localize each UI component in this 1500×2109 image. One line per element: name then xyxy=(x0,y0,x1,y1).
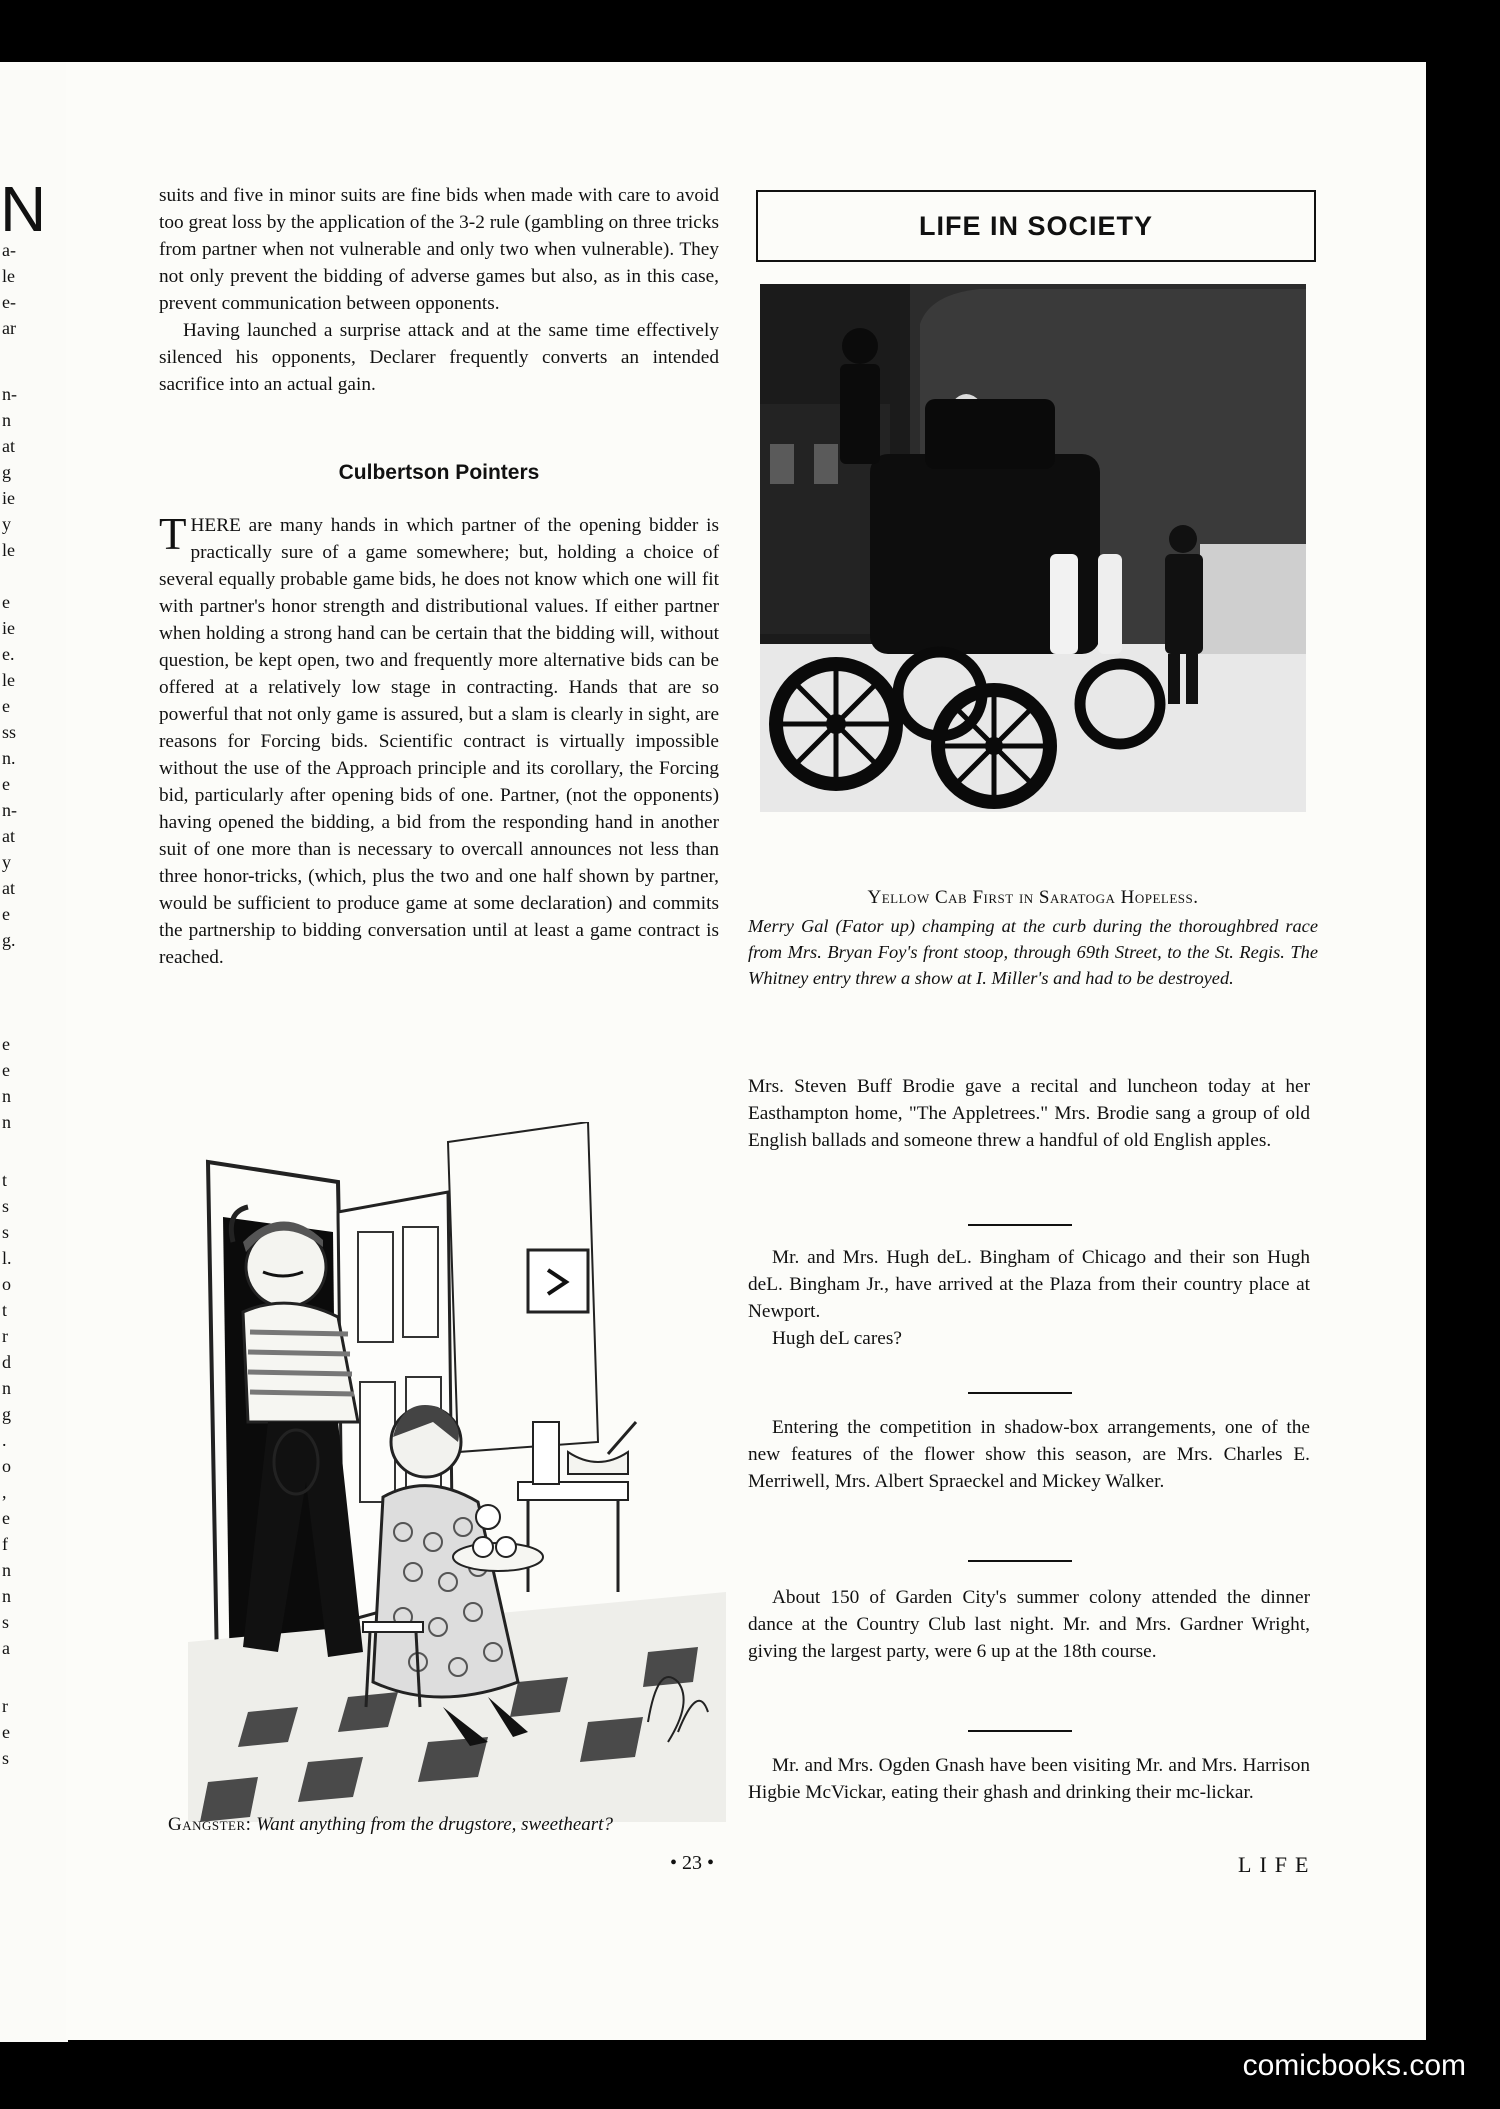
society-item-text: Mr. and Mrs. Hugh deL. Bingham of Chicago and their son Hugh deL. Bingham Jr., have arrived at the Plaza from their country place at Newport. xyxy=(748,1247,1310,1322)
society-title: LIFE IN SOCIETY xyxy=(756,190,1316,262)
left-fragment: t xyxy=(2,1170,8,1190)
separator-rule xyxy=(968,1730,1072,1732)
left-fragment: le xyxy=(2,266,15,286)
left-fragment: g xyxy=(2,1404,11,1424)
left-fragment: e xyxy=(2,696,10,716)
society-item-text: Mrs. Steven Buff Brodie gave a recital and luncheon today at her Easthampton home, "The Appletrees." Mrs. Brodie sang a group of old English ballads and someone threw a handful of old English apples. xyxy=(748,1076,1310,1151)
separator-rule xyxy=(968,1560,1072,1562)
left-fragment: t xyxy=(2,1300,8,1320)
left-fragment: e xyxy=(2,1034,10,1054)
left-fragment: at xyxy=(2,878,15,898)
cab-photo xyxy=(760,284,1306,812)
cartoon-caption xyxy=(168,1814,748,1836)
left-page-edge xyxy=(0,62,68,2042)
left-fragment: r xyxy=(2,1696,8,1716)
society-item-garden-city xyxy=(748,1584,1310,1665)
left-fragment: e xyxy=(2,592,10,612)
left-fragment: n. xyxy=(2,748,16,768)
left-fragment: e xyxy=(2,1060,10,1080)
left-fragment: at xyxy=(2,826,15,846)
left-fragment: s xyxy=(2,1748,10,1768)
society-item-gnash xyxy=(748,1752,1310,1806)
left-fragment: y xyxy=(2,852,11,872)
left-fragment: e xyxy=(2,1508,10,1528)
left-fragment: f xyxy=(2,1534,8,1554)
society-item-quip: Hugh deL cares? xyxy=(772,1328,902,1349)
separator-rule xyxy=(968,1392,1072,1394)
left-fragment: g. xyxy=(2,930,16,950)
bridge-column-intro xyxy=(159,182,719,398)
drop-cap: T xyxy=(159,509,187,559)
left-fragment: a- xyxy=(2,240,16,260)
left-fragment: ie xyxy=(2,488,15,508)
bridge-column-pointers xyxy=(159,509,719,971)
cab-photo-illustration xyxy=(760,284,1306,812)
left-fragment: n xyxy=(2,410,11,430)
left-fragment: n xyxy=(2,1560,11,1580)
photo-caption-body: Merry Gal (Fator up) champing at the curb during the thoroughbred race from Mrs. Bryan Foy's front stoop, through 69th Street, to the St. Regis. The Whitney entry threw a show at I. Miller's and had to be destroyed. xyxy=(748,916,1318,988)
cartoon-speaker: Gangster: xyxy=(168,1814,252,1835)
left-fragment: l. xyxy=(2,1248,12,1268)
section-heading: Culbertson Pointers xyxy=(338,461,540,484)
left-fragment: ar xyxy=(2,318,16,338)
left-fragment: o xyxy=(2,1456,11,1476)
society-item-text: Mr. and Mrs. Ogden Gnash have been visiting Mr. and Mrs. Harrison Higbie McVickar, eating their ghash and drinking their mc-lickar. xyxy=(748,1755,1310,1803)
left-fragment: g xyxy=(2,462,11,482)
society-item-shadow-box xyxy=(748,1414,1310,1495)
left-fragment: s xyxy=(2,1196,10,1216)
left-fragment: at xyxy=(2,436,15,456)
left-fragment: n xyxy=(2,1112,11,1132)
magazine-name: LIFE xyxy=(1238,1852,1317,1877)
left-fragment: n- xyxy=(2,384,17,404)
left-fragment: e xyxy=(2,774,10,794)
society-item-text: Entering the competition in shadow-box arrangements, one of the new features of the flower show this season, are Mrs. Charles E. Merriwell, Mrs. Albert Spraeckel and Mickey Walker. xyxy=(748,1417,1310,1492)
cartoon-line: Want anything from the drugstore, sweetheart? xyxy=(256,1814,613,1835)
left-fragment: e xyxy=(2,904,10,924)
left-fragment: r xyxy=(2,1326,8,1346)
left-fragment: ss xyxy=(2,722,17,742)
left-fragment: le xyxy=(2,540,15,560)
left-fragment: o xyxy=(2,1274,11,1294)
society-item-text: About 150 of Garden City's summer colony attended the dinner dance at the Country Club last night. Mr. and Mrs. Gardner Wright, giving the largest party, were 6 up at the 18th course. xyxy=(748,1587,1310,1662)
bridge-paragraph-2: Having launched a surprise attack and at the same time effectively silenced his opponents, Declarer frequently converts an intended sacrifice into an actual gain. xyxy=(159,320,719,395)
left-page-letter: N xyxy=(0,173,47,245)
left-fragment: d xyxy=(2,1352,11,1372)
society-item-brodie xyxy=(748,1073,1310,1154)
left-fragment: y xyxy=(2,514,11,534)
left-fragment: e xyxy=(2,1722,10,1742)
left-fragment: n xyxy=(2,1586,11,1606)
left-fragment: le xyxy=(2,670,15,690)
left-fragment: s xyxy=(2,1222,10,1242)
page-number: • 23 • xyxy=(670,1852,715,1874)
left-fragment: ie xyxy=(2,618,15,638)
site-watermark: comicbooks.com xyxy=(1242,2049,1466,2082)
left-fragment: e- xyxy=(2,292,16,312)
cartoon-illustration xyxy=(188,1122,726,1822)
left-fragment: n xyxy=(2,1086,11,1106)
left-fragment: . xyxy=(2,1430,7,1450)
left-fragment: , xyxy=(2,1482,7,1502)
gangster-cartoon xyxy=(188,1122,726,1822)
left-fragment: s xyxy=(2,1612,10,1632)
magazine-page xyxy=(66,62,1426,2040)
bridge-paragraph-3: HERE are many hands in which partner of the opening bidder is practically sure of a game somewhere; but, holding a choice of several equally probable game bids, he does not know which one will fit with partner's honor strength and distributional values. If either partner when holding a strong hand can be certain that the bidding will, without question, be kept open, two and frequently more alternative bids can be offered at a relatively low stage in contracting. Hands that are so powerful that not only game is assured, but a slam is clearly in sight, are reasons for Forcing bids. Scientific contract is virtually impossible without the use of the Approach principle and its corollary, the Forcing bid, particularly after opening bids of one. Partner, (not the opponents) having opened the bidding, a bid from the responding hand in another suit of one more than is necessary to overcall announces not less than three honor-tricks, (which, plus the two and one half shown by partner, would be sufficient to produce game at some declaration) and commits the partnership to bidding conversation until at least a game contract is reached. xyxy=(159,515,719,968)
left-fragment: n- xyxy=(2,800,17,820)
left-fragment: a xyxy=(2,1638,10,1658)
bridge-paragraph-1: suits and five in minor suits are fine bids when made with care to avoid too great loss by the application of the 3-2 rule (gambling on three tricks from partner when not vulnerable and only two when vulnerable). They not only prevent the bidding of adverse games but also, as in this case, prevent communication between opponents. xyxy=(159,185,719,314)
left-fragment: n xyxy=(2,1378,11,1398)
society-item-bingham xyxy=(748,1244,1310,1352)
left-fragment: e. xyxy=(2,644,15,664)
separator-rule xyxy=(968,1224,1072,1226)
photo-caption-title: Yellow Cab First in Saratoga Hopeless. xyxy=(867,887,1199,908)
